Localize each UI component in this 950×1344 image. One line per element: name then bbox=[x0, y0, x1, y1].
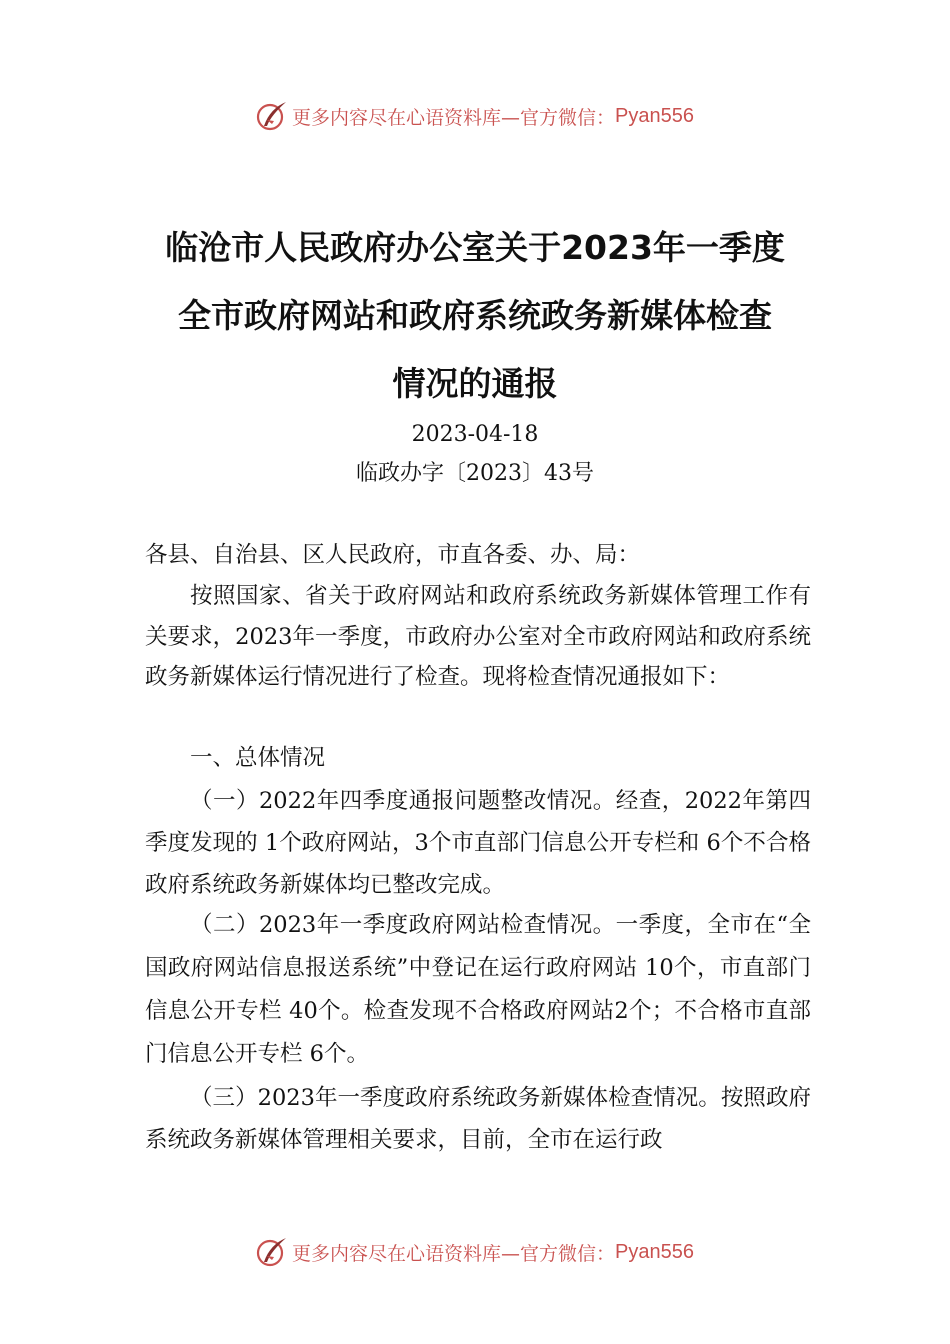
quill-logo-icon bbox=[256, 100, 288, 132]
watermark-text: 更多内容尽在心语资料库—官方微信： bbox=[292, 106, 616, 129]
watermark-banner-top bbox=[0, 96, 950, 136]
watermark-text: 更多内容尽在心语资料库—官方微信： bbox=[292, 1242, 616, 1265]
document-number: 临政办字〔2023〕43号 bbox=[356, 461, 594, 486]
document-title-line-3: 情况的通报 bbox=[392, 364, 558, 403]
watermark-wechat-id: Pyan556 bbox=[615, 1240, 694, 1263]
document-title-line-2: 全市政府网站和政府系统政务新媒体检查 bbox=[178, 296, 772, 335]
paragraph-intro: 按照国家、省关于政府网站和政府系统政务新媒体管理工作有关要求，2023年一季度，市政府办公室对全市政府网站和政府系统政务新媒体运行情况进行了检查。现将检查情况通报如下： bbox=[145, 583, 811, 690]
salutation: 各县、自治县、区人民政府，市直各委、办、局： bbox=[145, 542, 641, 568]
watermark-banner-bottom bbox=[0, 1232, 950, 1272]
quill-logo-icon bbox=[256, 1236, 288, 1268]
document-title-line-1: 临沧市人民政府办公室关于2023年一季度 bbox=[165, 228, 785, 267]
section-heading-overview: 一、总体情况 bbox=[190, 745, 326, 771]
watermark-wechat-id: Pyan556 bbox=[615, 104, 694, 127]
paragraph-new-media-inspection: （三）2023年一季度政府系统政务新媒体检查情况。按照政府系统政务新媒体管理相关要求，目前，全市在运行政 bbox=[145, 1085, 811, 1153]
paragraph-rectification: （一）2022年四季度通报问题整改情况。经查，2022年第四季度发现的 1个政府网站，3个市直部门信息公开专栏和 6个不合格政府系统政务新媒体均已整改完成。 bbox=[145, 788, 811, 898]
paragraph-website-inspection: （二）2023年一季度政府网站检查情况。一季度，全市在“全国政府网站信息报送系统”中登记在运行政府网站 10个，市直部门信息公开专栏 40个。检查发现不合格政府网站2个；不合格市直部门信息公开专栏 6个。 bbox=[145, 912, 811, 1067]
document-date: 2023-04-18 bbox=[411, 422, 539, 447]
